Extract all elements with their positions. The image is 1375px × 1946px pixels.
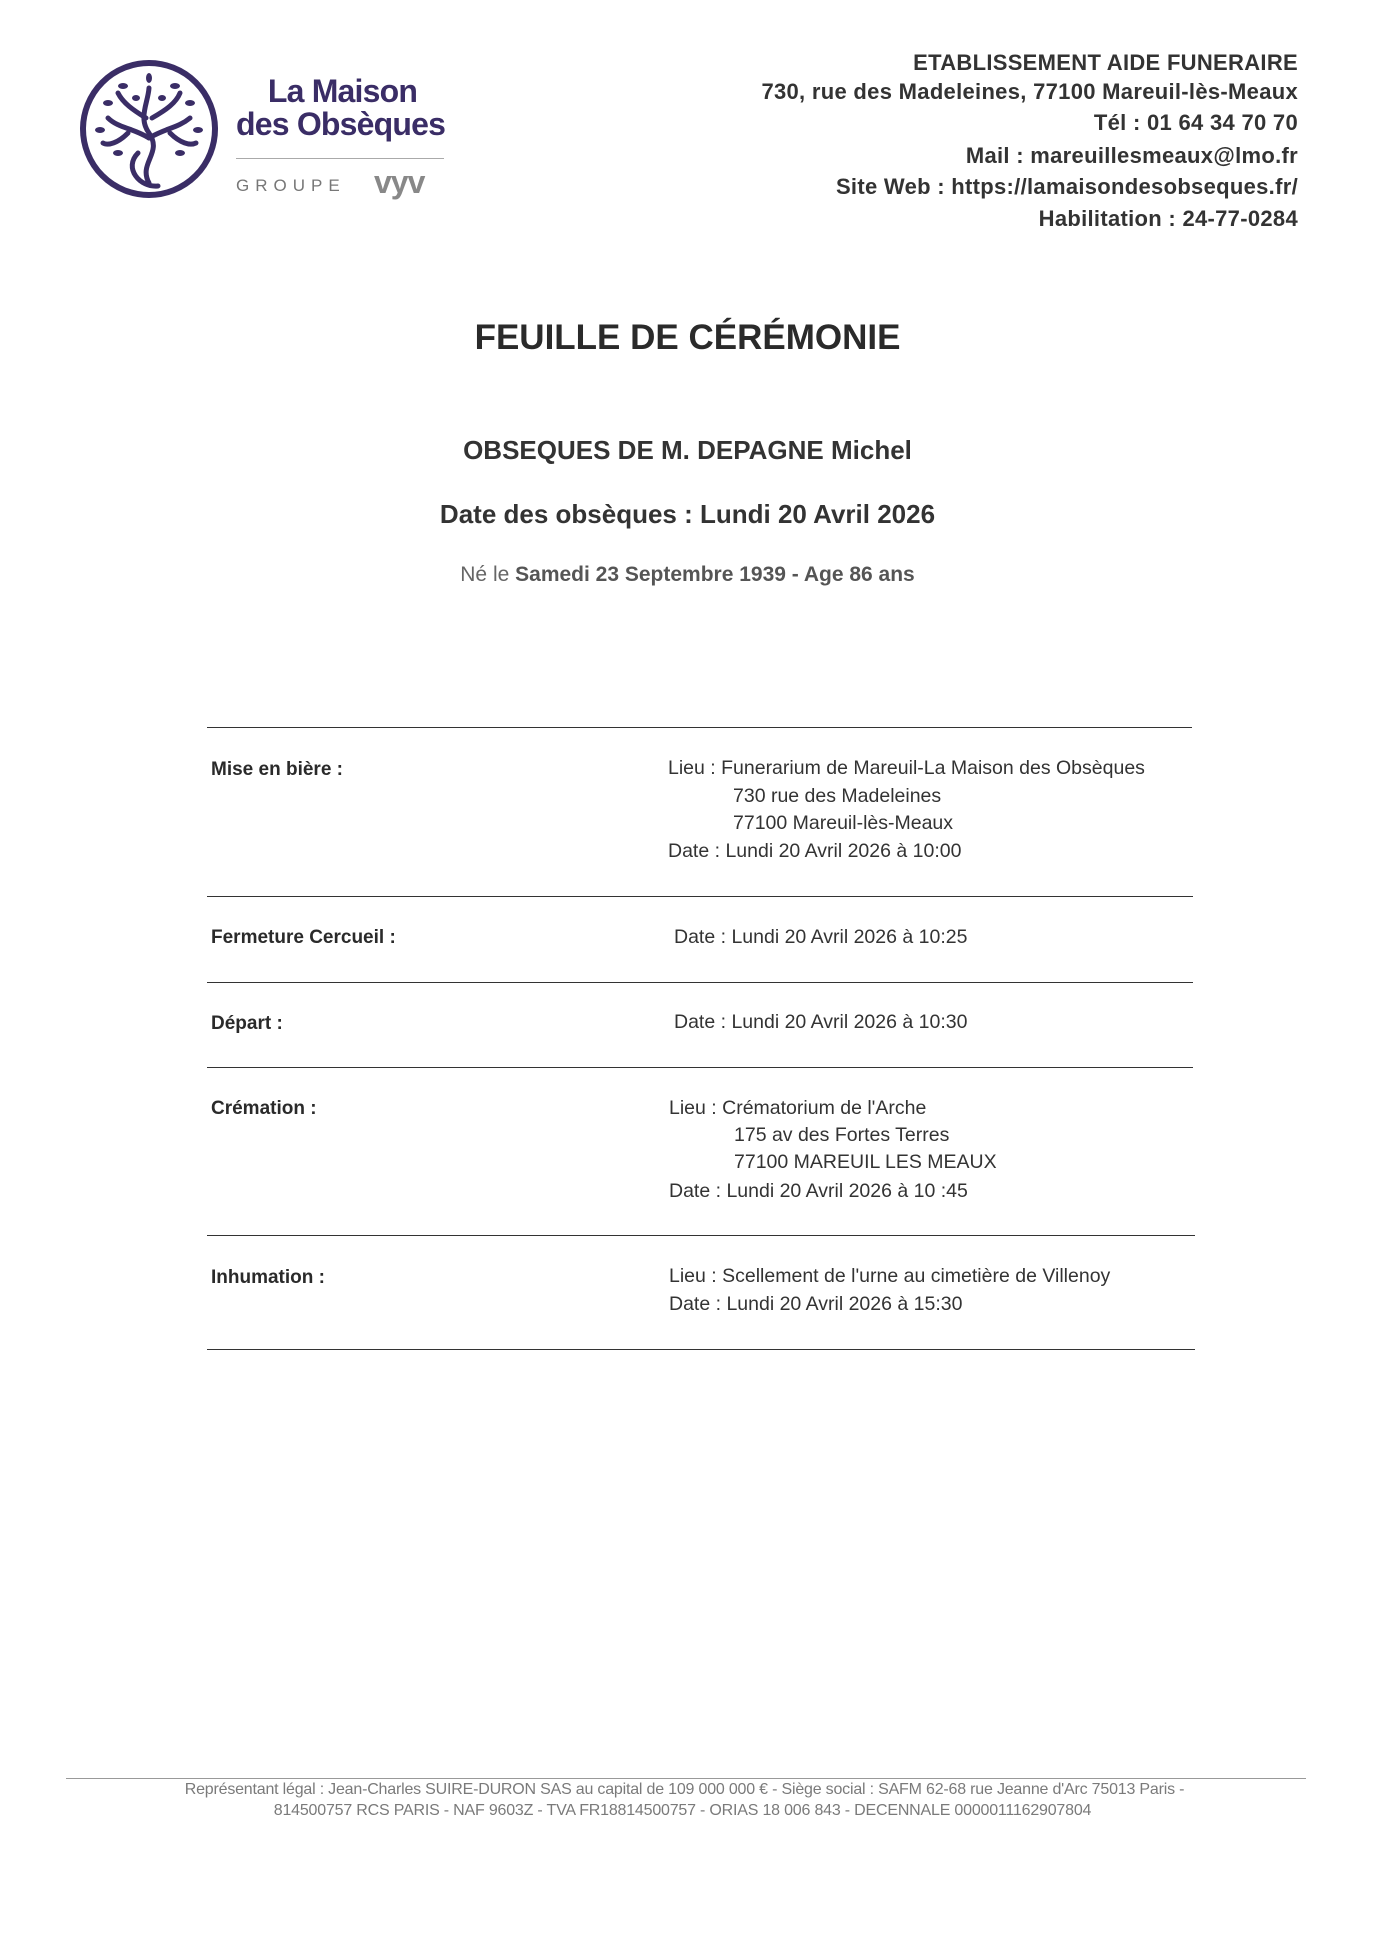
section-line: Lieu : Scellement de l'urne au cimetière de Villenoy	[669, 1265, 1111, 1287]
divider	[207, 1067, 1193, 1068]
page-title: FEUILLE DE CÉRÉMONIE	[474, 318, 901, 357]
deceased-name: OBSEQUES DE M. DEPAGNE Michel	[463, 435, 912, 465]
section-line: 77100 Mareuil-lès-Meaux	[733, 812, 954, 834]
divider	[207, 1349, 1195, 1350]
section-line: Date : Lundi 20 Avril 2026 à 10 :45	[669, 1180, 968, 1202]
section-label: Départ :	[211, 1013, 283, 1034]
establishment-email: Mail : mareuillesmeaux@lmo.fr	[965, 143, 1298, 168]
establishment-phone: Tél : 01 64 34 70 70	[1093, 110, 1298, 135]
section-line: Date : Lundi 20 Avril 2026 à 10:00	[668, 840, 962, 862]
establishment-habilitation: Habilitation : 24-77-0284	[1038, 206, 1298, 231]
birth-info	[0, 563, 1375, 587]
divider	[207, 982, 1193, 983]
logo-name-line2: des Obsèques	[236, 106, 446, 142]
section-label: Fermeture Cercueil :	[211, 927, 396, 948]
logo-group-brand: vyv	[374, 164, 425, 200]
divider	[207, 896, 1193, 897]
establishment-address: 730, rue des Madeleines, 77100 Mareuil-lès-Meaux	[761, 79, 1298, 104]
section-line: Date : Lundi 20 Avril 2026 à 10:25	[674, 926, 968, 948]
birth-prefix: Né le	[460, 563, 510, 586]
funeral-date: Date des obsèques : Lundi 20 Avril 2026	[439, 499, 936, 529]
section-line: Date : Lundi 20 Avril 2026 à 10:30	[674, 1011, 968, 1033]
tree-logo-icon	[78, 58, 220, 200]
section-label: Mise en bière :	[211, 759, 343, 780]
section-line: 175 av des Fortes Terres	[734, 1124, 950, 1146]
divider	[207, 1235, 1195, 1236]
logo-group-label: GROUPE	[236, 176, 346, 195]
birth-details: Samedi 23 Septembre 1939 - Age 86 ans	[515, 563, 915, 586]
establishment-website: Site Web : https://lamaisondesobseques.fr/	[835, 174, 1298, 199]
section-label: Crémation :	[211, 1098, 317, 1119]
section-line: 77100 MAREUIL LES MEAUX	[734, 1151, 997, 1173]
footer-legal-line1: Représentant légal : Jean-Charles SUIRE-DURON SAS au capital de 109 000 000 € - Siège social : SAFM 62-68 rue Jeanne d'Arc 75013 Paris -	[184, 1781, 1185, 1798]
section-line: 730 rue des Madeleines	[733, 785, 942, 807]
section-label: Inhumation :	[211, 1267, 325, 1288]
logo-divider	[236, 158, 444, 159]
footer-divider	[66, 1778, 1306, 1779]
establishment-type: ETABLISSEMENT AIDE FUNERAIRE	[913, 50, 1298, 75]
section-line: Lieu : Funerarium de Mareuil-La Maison des Obsèques	[668, 757, 1145, 779]
section-line: Date : Lundi 20 Avril 2026 à 15:30	[669, 1293, 963, 1315]
divider	[207, 727, 1192, 728]
logo-name-line1: La Maison	[267, 73, 418, 109]
footer-legal-line2: 814500757 RCS PARIS - NAF 9603Z - TVA FR18814500757 - ORIAS 18 006 843 - DECENNALE 0000011162907804	[273, 1802, 1092, 1819]
section-line: Lieu : Crématorium de l'Arche	[669, 1097, 927, 1119]
